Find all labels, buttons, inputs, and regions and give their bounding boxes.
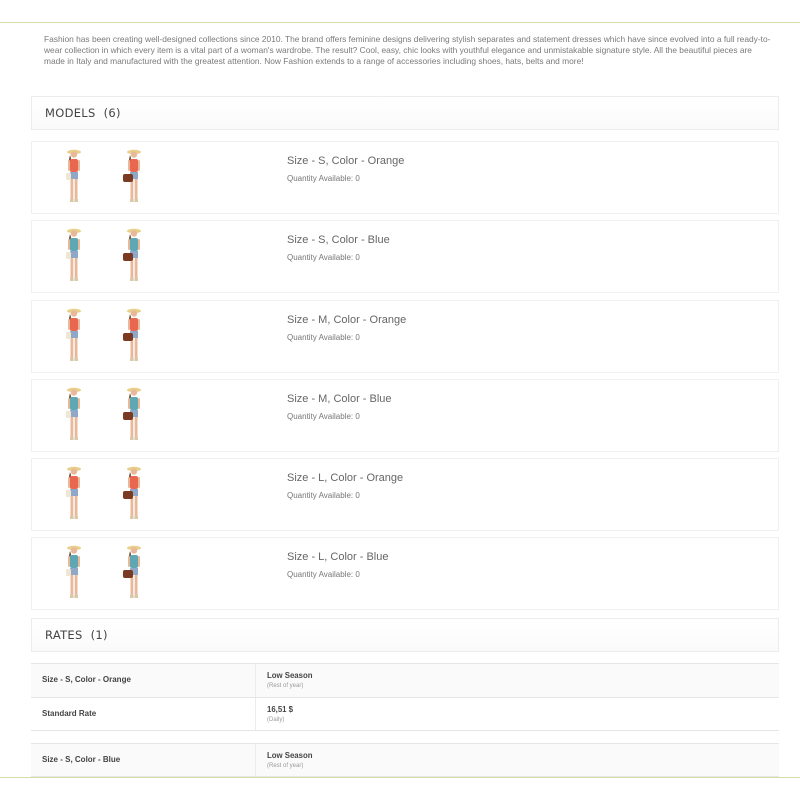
model-thumbnail-front[interactable]: [54, 225, 94, 289]
model-quantity: Quantity Available: 0: [287, 174, 360, 183]
rate-label: Size - S, Color - Blue: [42, 755, 121, 764]
rate-column-divider: [255, 744, 256, 776]
model-thumbnail-bag[interactable]: [114, 463, 154, 527]
model-thumbnail-front[interactable]: [54, 146, 94, 210]
model-thumbnail-bag[interactable]: [114, 542, 154, 606]
rate-row: [31, 743, 779, 777]
bottom-divider: [0, 777, 800, 778]
model-quantity: Quantity Available: 0: [287, 332, 360, 342]
rate-spacer: [31, 731, 779, 743]
model-quantity: Quantity Available: 0: [287, 570, 360, 580]
rate-value: Low Season: [267, 671, 313, 680]
model-title[interactable]: Size - L, Color - Orange: [287, 472, 404, 485]
model-thumbnail-front[interactable]: [54, 384, 94, 448]
model-thumbnail-bag[interactable]: [114, 305, 154, 369]
model-row[interactable]: [31, 300, 779, 373]
rates-table: [31, 663, 779, 777]
rate-label: Size - S, Color - Orange: [42, 675, 131, 684]
rate-column-divider: [255, 698, 256, 730]
model-row[interactable]: [31, 458, 779, 531]
model-title[interactable]: Size - S, Color - Blue: [287, 234, 390, 247]
top-divider: [0, 22, 800, 23]
rate-label: Standard Rate: [42, 709, 97, 718]
model-row[interactable]: [31, 537, 779, 610]
model-title[interactable]: Size - M, Color - Orange: [287, 313, 407, 326]
model-thumbnail-front[interactable]: [54, 542, 94, 606]
rate-row: [31, 697, 779, 731]
model-thumbnail-front[interactable]: [54, 463, 94, 527]
model-title[interactable]: Size - M, Color - Blue: [287, 392, 392, 405]
rates-section-header[interactable]: [31, 618, 779, 652]
model-title[interactable]: Size - S, Color - Orange: [287, 155, 405, 167]
rate-value: Low Season: [267, 751, 313, 760]
model-quantity: Quantity Available: 0: [287, 491, 360, 501]
model-thumbnail-front[interactable]: [54, 305, 94, 369]
rate-column-divider: [255, 664, 256, 697]
model-title[interactable]: Size - L, Color - Blue: [287, 551, 389, 564]
product-description: Fashion has been creating well-designed collections since 2010. The brand offers feminine designs delivering stylish separates and statement dresses which have since evolved into a full ready-to-wear collection in which every item is a vital part of a woman's wardrobe. The result? Cool, easy, chic looks with youthful elegance and unmistakable signature style. All the beautiful pieces are made in Italy and manufactured with the greatest attention. Now Fashion extends to a range of accessories including shoes, hats, belts and more!: [44, 34, 771, 67]
rates-count: (1): [90, 628, 108, 642]
model-row[interactable]: [31, 379, 779, 452]
model-row[interactable]: [31, 141, 779, 214]
models-section-title: MODELS: [45, 106, 96, 120]
rate-row: [31, 663, 779, 697]
model-thumbnail-bag[interactable]: [114, 384, 154, 448]
models-count: (6): [103, 106, 121, 120]
rate-period: (Rest of year): [267, 763, 304, 769]
models-list: [31, 141, 779, 617]
rate-value: 16,51 $: [267, 705, 294, 714]
model-quantity: Quantity Available: 0: [287, 411, 360, 421]
models-section-header[interactable]: [31, 96, 779, 130]
model-thumbnail-bag[interactable]: [114, 146, 154, 210]
rate-period: (Daily): [267, 717, 285, 723]
model-row[interactable]: [31, 220, 779, 293]
rates-section-title: RATES: [45, 628, 83, 642]
model-thumbnail-bag[interactable]: [114, 225, 154, 289]
rate-period: (Rest of year): [267, 683, 304, 689]
model-quantity: Quantity Available: 0: [287, 253, 360, 263]
